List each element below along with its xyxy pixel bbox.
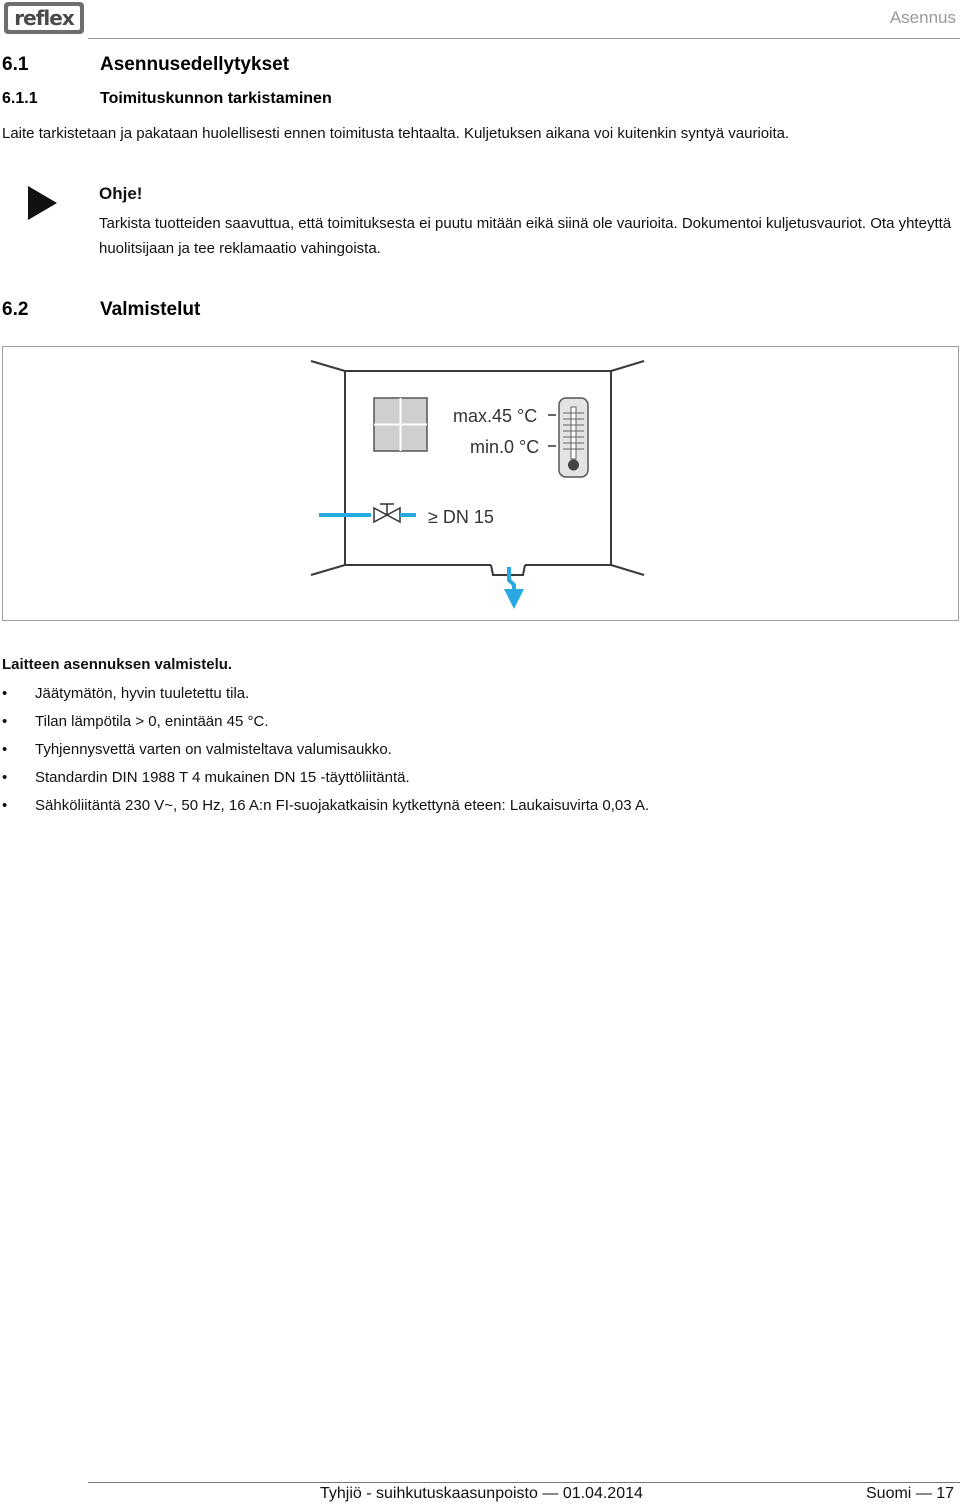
max-temperature-label: max.45 °C — [453, 406, 538, 426]
footer-language: Suomi — [866, 1485, 912, 1502]
footer-document — [320, 1485, 643, 1503]
page-number: 17 — [936, 1485, 955, 1502]
min-temperature-label: min.0 °C — [470, 437, 540, 457]
section-number: 6.2 — [2, 299, 29, 320]
list-item-text: Tilan lämpötila > 0, enintään 45 °C. — [35, 713, 269, 730]
bullet-icon: • — [2, 741, 8, 758]
list-item — [2, 736, 649, 764]
section-heading-6-1-1 — [2, 90, 332, 108]
footer-dash: — — [542, 1485, 559, 1502]
preparation-list — [2, 680, 649, 820]
thermometer-icon — [559, 398, 588, 477]
list-item — [2, 764, 649, 792]
section-heading-6-1 — [2, 54, 289, 76]
list-item-text: Jäätymätön, hyvin tuuletettu tila. — [35, 685, 250, 702]
note-text: Tarkista tuotteiden saavuttua, että toimituksesta ei puutu mitään eikä siinä ole vaurioita. Dokumentoi kuljetusvauriot. Ota yhteyttä huolitsijaan ja tee reklamaatio vahingoista. — [99, 215, 952, 257]
section-title: Toimituskunnon tarkistaminen — [100, 90, 332, 107]
wall-diagonal-bottom-left — [311, 565, 345, 575]
logo-text: reflex — [8, 6, 80, 30]
dn15-label: ≥ DN 15 — [428, 507, 494, 527]
note-arrow-icon — [28, 186, 57, 220]
shutoff-valve-icon — [374, 504, 400, 522]
list-item-text: Standardin DIN 1988 T 4 mukainen DN 15 -täyttöliitäntä. — [35, 769, 410, 786]
list-item-text: Tyhjennysvettä varten on valmisteltava valumisaukko. — [35, 741, 392, 758]
footer-page — [866, 1485, 954, 1503]
note-title: Ohje! — [99, 184, 143, 203]
wall-diagonal-bottom-right — [611, 565, 644, 575]
footer-divider — [88, 1482, 960, 1483]
room-diagram — [3, 347, 958, 620]
footer-dash: — — [915, 1485, 932, 1502]
footer-doc-title: Tyhjiö - suihkutuskaasunpoisto — [320, 1485, 538, 1502]
bullet-icon: • — [2, 713, 8, 730]
section-title: Asennusedellytykset — [100, 54, 290, 75]
list-item-text: Sähköliitäntä 230 V~, 50 Hz, 16 A:n FI-suojakatkaisin kytkettynä eteen: Laukaisuvirta 0,03 A. — [35, 797, 650, 814]
drain-arrow-icon — [509, 567, 514, 599]
header-section-title: Asennus — [889, 8, 956, 27]
footer-date: 01.04.2014 — [562, 1485, 643, 1502]
bullet-icon: • — [2, 685, 8, 702]
installation-room-figure — [2, 346, 959, 621]
list-item — [2, 680, 649, 708]
section-number: 6.1.1 — [2, 90, 38, 107]
preparation-list-title: Laitteen asennuksen valmistelu. — [2, 656, 233, 673]
header-divider — [88, 38, 960, 39]
intro-paragraph: Laite tarkistetaan ja pakataan huolellisesti ennen toimitusta tehtaalta. Kuljetuksen aikana voi kuitenkin syntyä vaurioita. — [2, 125, 790, 142]
section-number: 6.1 — [2, 54, 29, 75]
bullet-icon: • — [2, 797, 8, 814]
wall-diagonal-top-right — [611, 361, 644, 371]
bullet-icon: • — [2, 769, 8, 786]
section-heading-6-2 — [2, 299, 200, 321]
reflex-logo — [4, 2, 84, 34]
list-item — [2, 708, 649, 736]
section-title: Valmistelut — [100, 299, 201, 320]
list-item — [2, 792, 649, 820]
wall-diagonal-top-left — [311, 361, 345, 371]
